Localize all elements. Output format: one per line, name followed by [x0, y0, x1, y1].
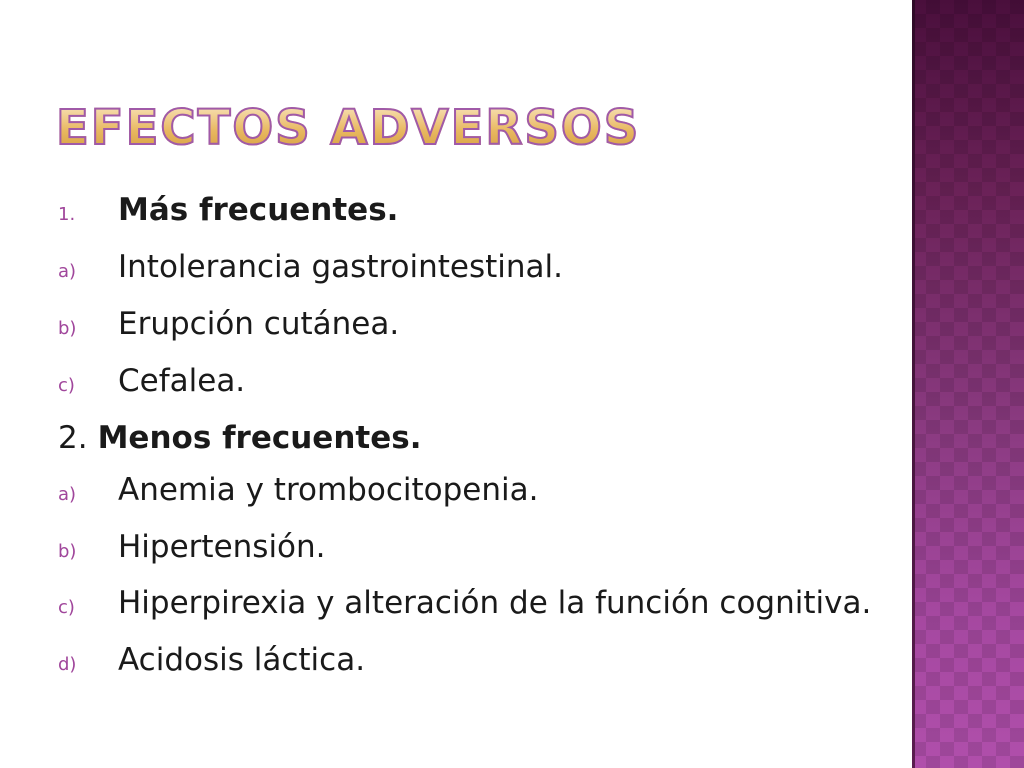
- list-marker: 2.: [58, 420, 88, 456]
- list-item-text: Intolerancia gastrointestinal.: [118, 249, 564, 285]
- list-item-text: Acidosis láctica.: [118, 642, 366, 678]
- section-label: Menos frecuentes.: [97, 420, 422, 456]
- side-band-edge: [912, 0, 915, 768]
- list-item-text: Hipertensión.: [118, 529, 326, 565]
- list-item: [58, 638, 898, 687]
- list-marker: a): [58, 261, 77, 282]
- section-header-1: [58, 188, 898, 237]
- list-marker: b): [58, 541, 77, 562]
- list-item: [58, 582, 898, 630]
- list-marker: c): [58, 597, 75, 618]
- section-header-2: [58, 416, 898, 460]
- list-item-text: Erupción cutánea.: [118, 306, 400, 342]
- list-marker: a): [58, 484, 77, 505]
- list-item-text: Anemia y trombocitopenia.: [118, 472, 539, 508]
- list-marker: b): [58, 318, 77, 339]
- content-list: [58, 188, 898, 695]
- list-marker: 1.: [58, 204, 76, 225]
- list-item: [58, 525, 898, 574]
- list-item-text: Hiperpirexia y alteración de la función cognitiva.: [118, 585, 872, 621]
- list-marker: c): [58, 375, 75, 396]
- section-label: Más frecuentes.: [118, 192, 399, 228]
- decorative-side-band: [912, 0, 1024, 768]
- list-item-text: Cefalea.: [118, 363, 246, 399]
- list-item: [58, 468, 898, 517]
- list-item: [58, 302, 898, 351]
- list-marker: d): [58, 654, 77, 675]
- list-item: [58, 245, 898, 294]
- slide-title: EFECTOS ADVERSOS: [56, 100, 641, 156]
- list-item: [58, 359, 898, 408]
